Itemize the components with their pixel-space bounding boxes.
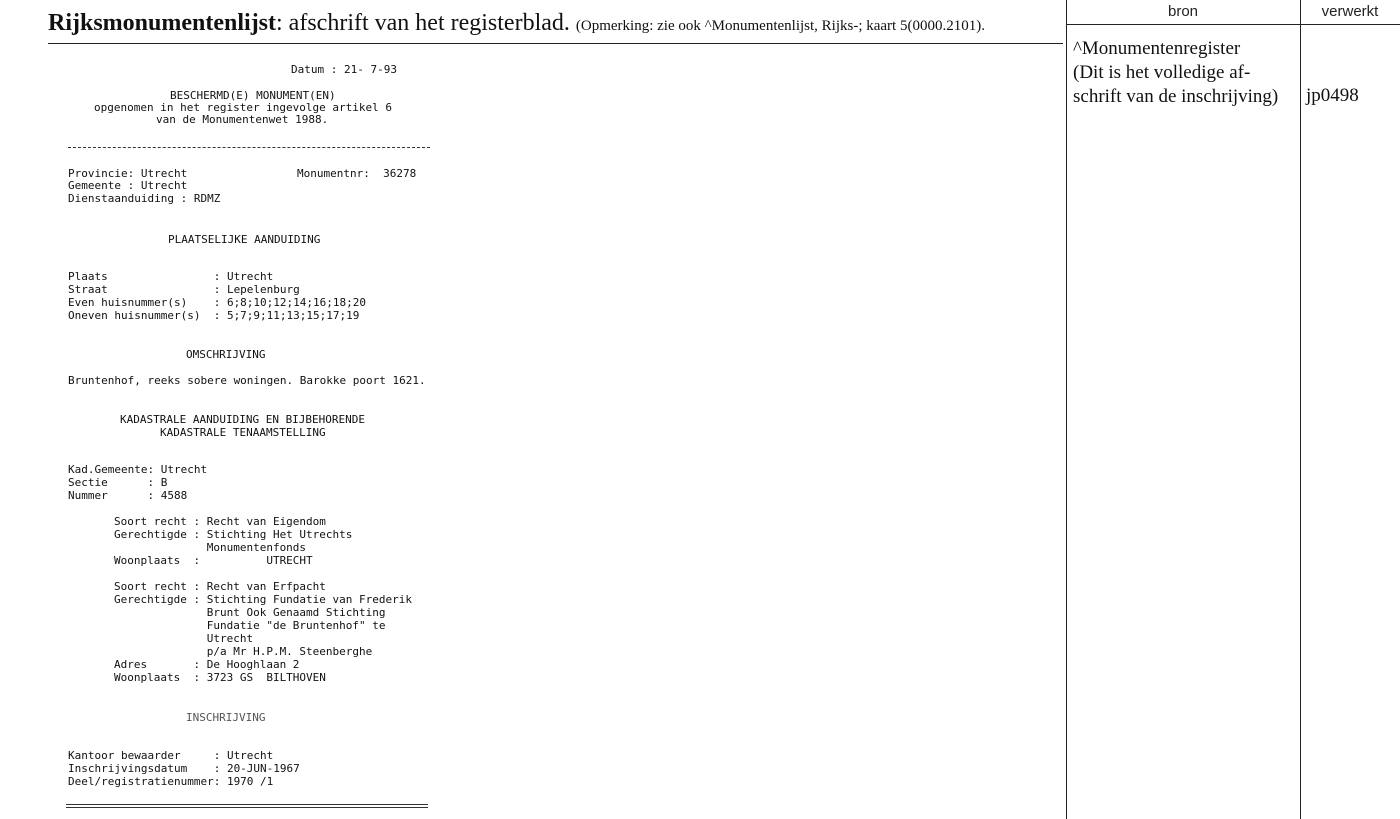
- recht2-line: Woonplaats : 3723 GS BILTHOVEN: [114, 671, 326, 684]
- datum-line: Datum : 21- 7-93: [291, 63, 397, 76]
- recht2-line: p/a Mr H.P.M. Steenberghe: [114, 645, 373, 658]
- recht2-line: Gerechtigde : Stichting Fundatie van Frederik: [114, 593, 413, 606]
- bron-cell: [1073, 37, 1301, 109]
- page-title: [48, 10, 985, 37]
- heading-line: van de Monumentenwet 1988.: [156, 113, 329, 126]
- header-rule: [48, 43, 1063, 44]
- title-rest: : afschrift van het registerblad.: [276, 10, 570, 36]
- kadastrale-heading: KADASTRALE AANDUIDING EN BIJBEHORENDE: [120, 413, 366, 426]
- recht2-line: Soort recht : Recht van Erfpacht: [114, 580, 326, 593]
- kadastrale-line: Nummer : 4588: [68, 489, 188, 502]
- recht2-line: Fundatie "de Bruntenhof" te: [114, 619, 386, 632]
- divider: [68, 147, 430, 148]
- dienstaanduiding-line: Dienstaanduiding : RDMZ: [68, 192, 221, 205]
- bron-line: ^Monumentenregister: [1073, 38, 1241, 59]
- plaatselijke-line: Even huisnummer(s) : 6;8;10;12;14;16;18;20: [68, 296, 367, 309]
- title-bold: Rijksmonumentenlijst: [48, 10, 277, 36]
- kadastrale-line: Sectie : B: [68, 476, 168, 489]
- bottom-double-rule: [66, 804, 428, 808]
- recht1-line: Monumentenfonds: [114, 541, 307, 554]
- kadastrale-heading: KADASTRALE TENAAMSTELLING: [160, 426, 326, 439]
- title-note: (Opmerking: zie ook ^Monumentenlijst, Rijks-; kaart 5(0000.2101).: [575, 18, 985, 34]
- omschrijving-line: Bruntenhof, reeks sobere woningen. Barokke poort 1621.: [68, 374, 426, 387]
- omschrijving-heading: OMSCHRIJVING: [186, 348, 266, 361]
- verwerkt-header: verwerkt: [1321, 3, 1379, 20]
- kadastrale-line: Kad.Gemeente: Utrecht: [68, 463, 208, 476]
- provincie-line: Provincie: Utrecht: [68, 167, 188, 180]
- recht2-line: Utrecht: [114, 632, 254, 645]
- inschrijving-line: Inschrijvingsdatum : 20-JUN-1967: [68, 762, 300, 775]
- plaatselijke-line: Oneven huisnummer(s) : 5;7;9;11;13;15;17;19: [68, 309, 360, 322]
- inschrijving-heading: INSCHRIJVING: [186, 711, 266, 724]
- heading-line: BESCHERMD(E) MONUMENT(EN): [170, 89, 336, 102]
- inschrijving-line: Kantoor bewaarder : Utrecht: [68, 749, 274, 762]
- monumentnr-line: Monumentnr: 36278: [297, 167, 417, 180]
- bron-header: bron: [1167, 3, 1199, 20]
- plaatselijke-heading: PLAATSELIJKE AANDUIDING: [168, 233, 321, 246]
- bron-column-divider: [1066, 0, 1067, 819]
- plaatselijke-line: Straat : Lepelenburg: [68, 283, 300, 296]
- recht1-line: Gerechtigde : Stichting Het Utrechts: [114, 528, 353, 541]
- recht2-line: Adres : De Hooghlaan 2: [114, 658, 300, 671]
- bron-line: (Dit is het volledige af-: [1073, 62, 1251, 83]
- recht1-line: Soort recht : Recht van Eigendom: [114, 515, 326, 528]
- inschrijving-line: Deel/registratienummer: 1970 /1: [68, 775, 274, 788]
- verwerkt-column-divider: [1300, 0, 1301, 819]
- recht1-line: Woonplaats : UTRECHT: [114, 554, 313, 567]
- column-header-rule: [1066, 24, 1400, 25]
- verwerkt-cell: jp0498: [1306, 85, 1359, 106]
- recht2-line: Brunt Ook Genaamd Stichting: [114, 606, 386, 619]
- plaatselijke-line: Plaats : Utrecht: [68, 270, 274, 283]
- bron-line: schrift van de inschrijving): [1073, 86, 1279, 107]
- gemeente-line: Gemeente : Utrecht: [68, 179, 188, 192]
- heading-line: opgenomen in het register ingevolge artikel 6: [94, 101, 393, 114]
